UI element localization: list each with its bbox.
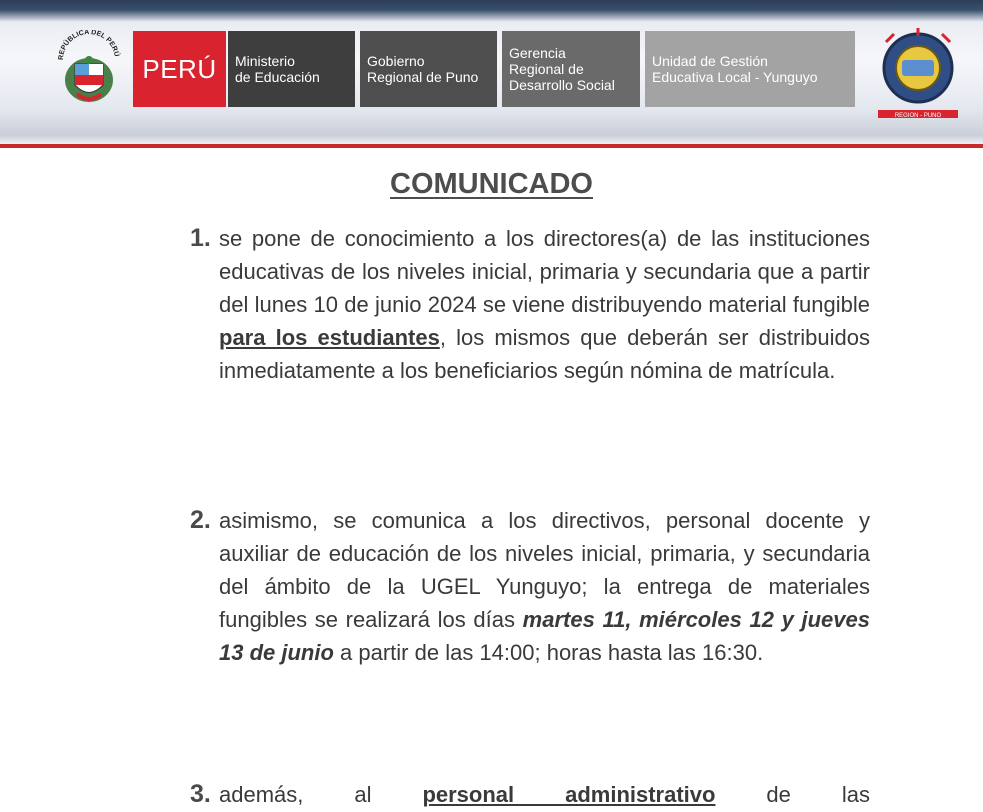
- item-text: además, al personal administrativo de las: [219, 782, 870, 807]
- item-number: 2.: [190, 506, 211, 534]
- peru-brand: [133, 31, 226, 107]
- letterhead: [0, 0, 983, 148]
- item-text: se pone de conocimiento a los directores(a) de las instituciones educativas de los niveles inicial, primaria y secundaria que a partir del lunes 10 de junio 2024 se viene distribuyendo material fungible para los estudiantes, los mismos que deberán ser distribuidos inmediatamente a los beneficiarios según nómina de matrícula.: [219, 226, 870, 383]
- ugel-logo: [872, 20, 964, 122]
- item-number: 3.: [190, 780, 211, 808]
- page-title: COMUNICADO: [390, 168, 593, 200]
- emphasis-underline: personal administrativo: [422, 782, 716, 807]
- peru-coat-of-arms: [55, 30, 123, 110]
- list-item: [190, 778, 870, 811]
- list-item: [190, 222, 870, 387]
- item-text: asimismo, se comunica a los directivos, personal docente y auxiliar de educación de los niveles inicial, primaria, y secundaria del ámbito de la UGEL Yunguyo; la entrega de materiales fungibles se realizará los días martes 11, miércoles 12 y jueves 13 de junio a partir de las 14:00; horas hasta las 16:30.: [219, 508, 870, 665]
- gobierno-block: [360, 31, 497, 107]
- emphasis-dates: martes 11, miércoles 12 y jueves 13 de junio: [219, 607, 870, 665]
- item-number: 1.: [190, 224, 211, 252]
- emphasis-underline: para los estudiantes: [219, 325, 440, 350]
- list-item: [190, 504, 870, 669]
- peru-label: PERÚ: [142, 54, 217, 84]
- region-label: REGION - PUNO: [894, 113, 942, 119]
- gobierno-label: Gobierno Regional de Puno: [367, 53, 479, 85]
- svg-text:REPÚBLICA DEL PERÚ: [58, 30, 122, 60]
- ministerio-block: [228, 31, 355, 107]
- gerencia-label: Gerencia Regional de Desarrollo Social: [509, 45, 615, 93]
- gerencia-block: [502, 31, 640, 107]
- shield-caption: REPÚBLICA DEL PERÚ: [57, 30, 120, 61]
- ugel-label: Unidad de Gestión Educativa Local - Yunguyo: [652, 53, 818, 85]
- ugel-block: [645, 31, 855, 107]
- ministerio-label: Ministerio de Educación: [235, 53, 320, 85]
- header-divider: [0, 144, 983, 148]
